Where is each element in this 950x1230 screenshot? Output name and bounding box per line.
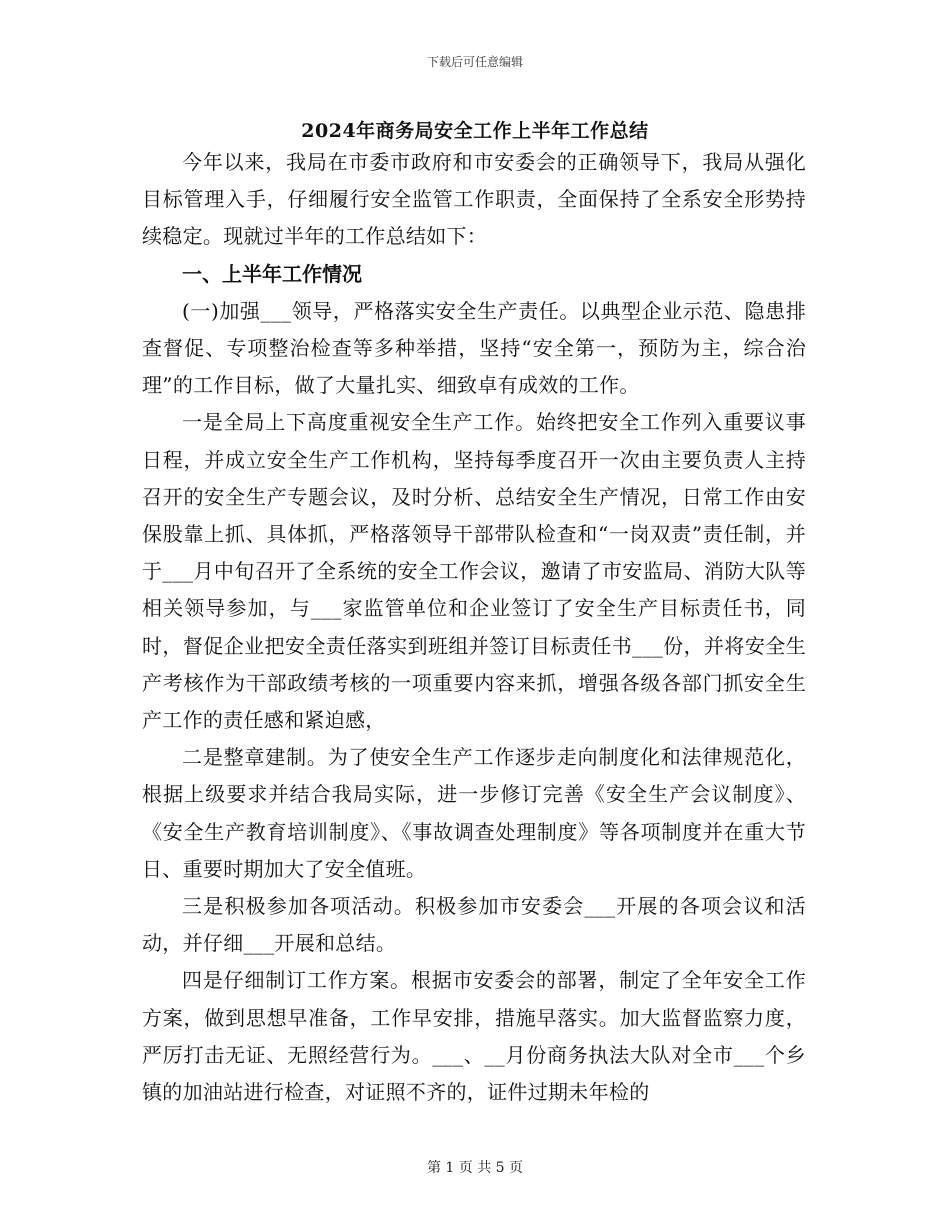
- page-number: 第 1 页 共 5 页: [426, 1160, 524, 1176]
- body-paragraph: 二是整章建制。为了使安全生产工作逐步走向制度化和法律规范化，根据上级要求并结合我局实际，进一步修订完善《安全生产会议制度》、《安全生产教育培训制度》、《事故调查处理制度》等各项制度并在重大节日、重要时期加大了安全值班。: [142, 745, 806, 881]
- body-paragraph: 一是全局上下高度重视安全生产工作。始终把安全工作列入重要议事日程，并成立安全生产工作机构，坚持每季度召开一次由主要负责人主持召开的安全生产专题会议，及时分析、总结安全生产情况，日常工作由安保股靠上抓、具体抓，严格落领导干部带队检查和“一岗双责”责任制，并于___月中旬召开了全系统的安全工作会议，邀请了市安监局、消防大队等相关领导参加，与___家监管单位和企业签订了安全生产目标责任书，同时，督促企业把安全责任落实到班组并签订目标责任书___份，并将安全生产考核作为干部政绩考核的一项重要内容来抓，增强各级各部门抓安全生产工作的责任感和紧迫感，: [142, 410, 806, 733]
- document-body: [142, 144, 806, 1111]
- section-heading: 一、上半年工作情况: [182, 261, 362, 286]
- body-paragraph: 三是积极参加各项活动。积极参加市安委会___开展的各项会议和活动，并仔细___开展和总结。: [142, 894, 806, 956]
- body-paragraph: (一)加强___领导，严格落实安全生产责任。以典型企业示范、隐患排查督促、专项整治检查等多种举措，坚持“安全第一，预防为主，综合治理”的工作目标，做了大量扎实、细致卓有成效的工作。: [142, 298, 806, 398]
- header-note: 下载后可任意编辑: [426, 55, 523, 69]
- document-title: 2024年商务局安全工作上半年工作总结: [301, 120, 649, 142]
- body-paragraph: 四是仔细制订工作方案。根据市安委会的部署，制定了全年安全工作方案，做到思想早准备，工作早安排，措施早落实。加大监督监察力度，严厉打击无证、无照经营行为。___、__月份商务执法大队对全市___个乡镇的加油站进行检查，对证照不齐的，证件过期未年检的: [142, 968, 806, 1105]
- intro-paragraph: 今年以来，我局在市委市政府和市安委会的正确领导下，我局从强化目标管理入手，仔细履行安全监管工作职责，全面保持了全系安全形势持续稳定。现就过半年的工作总结如下：: [142, 150, 806, 249]
